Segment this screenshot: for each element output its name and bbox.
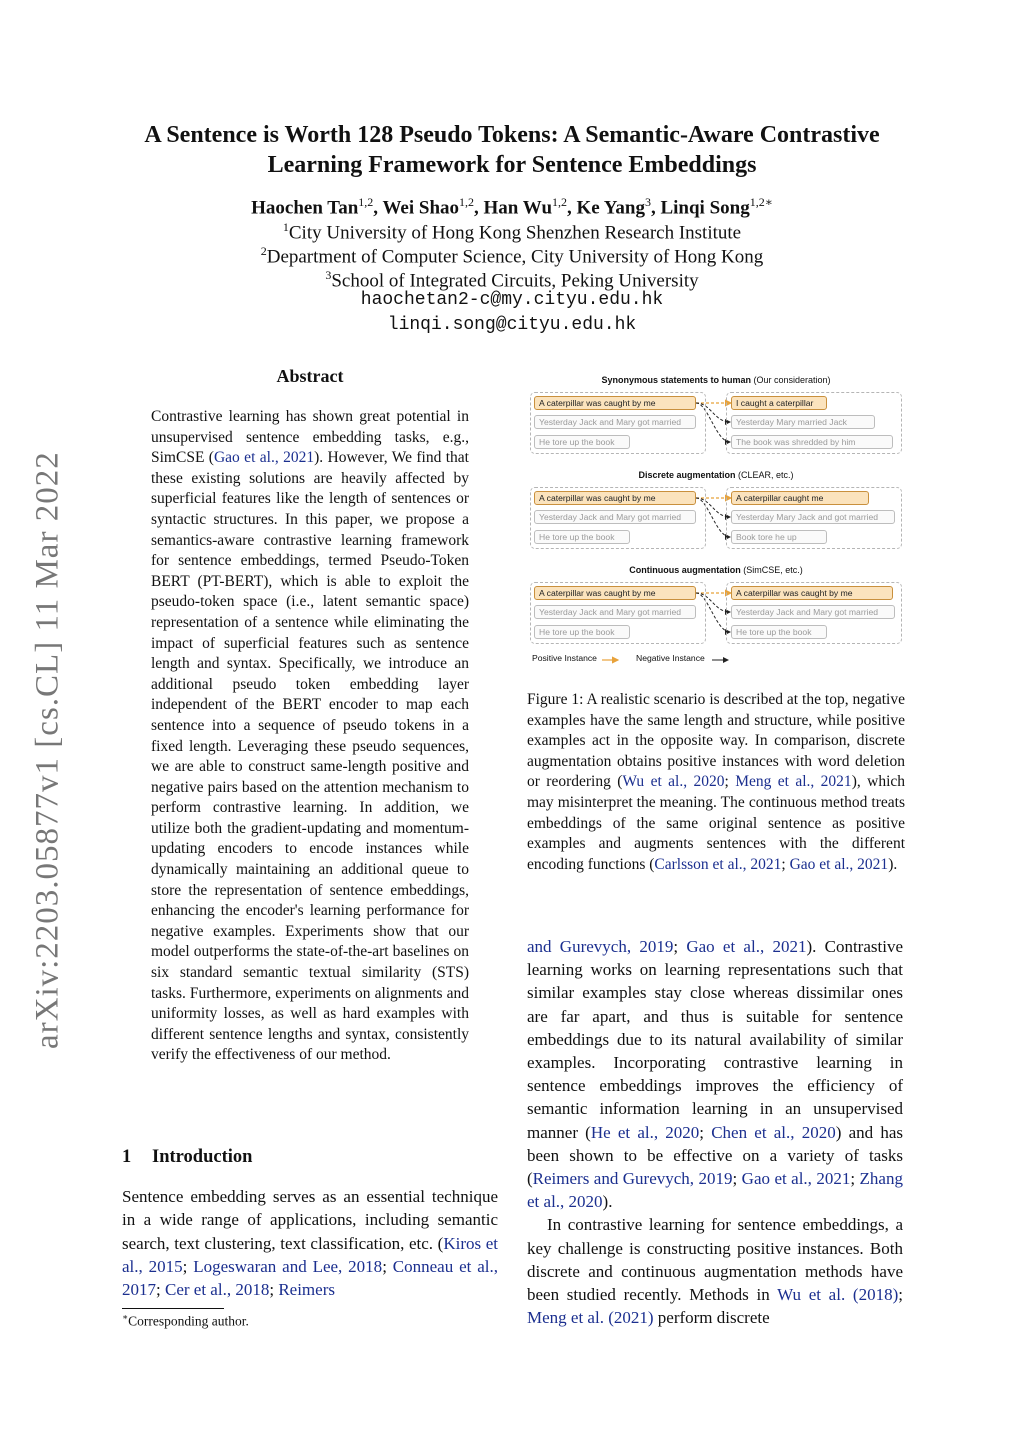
separator: ; [781, 855, 790, 873]
section-title: Introduction [152, 1147, 253, 1167]
separator: ; [269, 1280, 279, 1300]
citation-link[interactable]: Conneau et al., 2017 [122, 1256, 498, 1300]
separator: ; [724, 773, 736, 791]
author-email[interactable]: haochetan2-c@my.cityu.edu.hk [360, 290, 664, 310]
citation-link[interactable]: Logeswaran and Lee, 2018 [193, 1256, 383, 1276]
body-text: In contrastive learning for sentence embeddings, a key challenge is constructing positive instances. Both discrete and continuous augmentation methods have been studied recently. Methods in [527, 1215, 903, 1305]
sentence-box: Yesterday Mary married Jack [731, 415, 875, 429]
caption-text: ). [888, 855, 898, 873]
citation-link[interactable]: Kiros et al., 2015 [122, 1233, 498, 1276]
author-affil-mark: 1,2 [552, 195, 568, 209]
caption-text: ), which may misinterpret the meaning. The continuous method treats embeddings of the same original sentence as positive examples and augments sentences with the different encoding functions ( [527, 773, 905, 873]
author-affil-mark: 3 [644, 195, 651, 209]
citation-link[interactable]: Gao et al., 2021 [686, 937, 807, 956]
affil-mark: 3 [325, 268, 332, 282]
separator: ; [850, 1169, 860, 1189]
citation-link[interactable]: Gao et al., 2021 [789, 855, 889, 873]
section-number: 1 [122, 1147, 132, 1167]
affil-text: School of Integrated Circuits, Peking University [331, 270, 699, 292]
panel-title: Continuous augmentation (SimCSE, etc.) [629, 565, 803, 575]
abstract-heading: Abstract [276, 366, 344, 386]
author-name: Han Wu [483, 197, 553, 219]
body-text: ). [602, 1192, 613, 1212]
caption-text: A realistic scenario is described at the top, negative examples have the same length and structure, while positive examples act in the opposite way. In comparison, discrete augmentation obtains positive instances with word deletion or reordering ( [527, 691, 905, 791]
sentence-box: Yesterday Jack and Mary got married [534, 415, 696, 429]
citation-link[interactable]: Meng et al. (2021) [527, 1308, 654, 1328]
sentence-box: Yesterday Mary Jack and got married [731, 510, 895, 524]
abstract-text: ). However, We find that these existing solutions are heavily affected by superficial features like the length of sentences or syntactic structures. In this paper, we propose a semantics-aware contrastive learning framework for sentence embeddings, termed Pseudo-Token BERT (PT-BERT), which is able to exploit the pseudo-token space (i.e., latent semantic space) representation of a sentence while eliminating the impact of superficial features such as sentence length and syntax. Specifically, we introduce an additional pseudo token embedding layer independent of the BERT encoder to map each sentence into a sequence of pseudo tokens in a fixed length. Leveraging these pseudo sequences, we are able to construct same-length positive and negative pairs based on the attention mechanism to perform contrastive learning. In addition, we utilize both the gradient-updating and momentum-updating encoders to encode instances while dynamically maintaining an additional queue to store the representation of sentence embeddings, enhancing the encoder's learning performance for negative examples. Experiments show that our model outperforms the state-of-the-art baselines on six standard semantic textual similarity (STS) tasks. Furthermore, experiments on alignments and uniformity losses, as well as hard examples with different sentence lengths and syntax, consistently verify the effectiveness of our method. [151, 449, 469, 1064]
author-name: Linqi Song [660, 197, 750, 219]
citation-link[interactable]: Cer et al., 2018 [164, 1280, 270, 1300]
author-list: Haochen Tan$^{1,2}$, Wei Shao$^{1,2}$, Han Wu$^{1,2}$, Ke Yang$^3$, Linqi Song$^{1,2∗}$ [251, 195, 773, 219]
separator: ; [732, 1169, 742, 1189]
body-text: ) and has been shown to be effective on a variety of tasks ( [527, 1122, 903, 1189]
sentence-box: The book was shredded by him [731, 435, 893, 449]
right-column-body [527, 935, 903, 1329]
author-name: Haochen Tan [251, 197, 359, 219]
citation-link[interactable]: and Gurevych, 2019 [527, 937, 674, 956]
citation-link[interactable]: Gao et al., 2021 [741, 1169, 851, 1189]
abstract-text: Contrastive learning has shown great potential in unsupervised sentence embedding tasks, e.g., SimCSE ( [151, 408, 469, 467]
sentence-box: He tore up the book [731, 625, 827, 639]
sentence-box: I caught a caterpillar [731, 396, 827, 410]
intro-text: Sentence embedding serves as an essential technique in a wide range of applications, including semantic search, text clustering, text classification, etc. ( [122, 1187, 498, 1253]
sentence-box: A caterpillar was caught by me [534, 491, 696, 505]
legend-negative: Negative Instance [636, 653, 705, 663]
title-line-2: Learning Framework for Sentence Embeddings [267, 152, 757, 178]
affil-text: Department of Computer Science, City University of Hong Kong [266, 246, 764, 268]
sentence-box: Yesterday Jack and Mary got married [731, 605, 895, 619]
body-paragraph [527, 1213, 903, 1329]
body-paragraph [527, 935, 903, 1213]
figure-caption [527, 690, 905, 875]
footnote [122, 1312, 249, 1330]
affil-mark: 2 [260, 244, 267, 258]
panel-title: Discrete augmentation (CLEAR, etc.) [638, 470, 794, 480]
author-affil-mark: 1,2∗ [749, 195, 773, 209]
separator: ; [898, 1285, 903, 1305]
body-text: perform discrete [653, 1308, 770, 1328]
separator: ; [182, 1256, 194, 1276]
author-affil-mark: 1,2 [358, 195, 374, 209]
sentence-box: Yesterday Jack and Mary got married [534, 510, 696, 524]
citation-link[interactable]: Chen et al., 2020 [711, 1122, 836, 1142]
caption-label: Figure 1: [527, 691, 584, 708]
separator: ; [673, 937, 687, 956]
author-affil-mark: 1,2 [459, 195, 475, 209]
citation-link[interactable]: Carlsson et al., 2021 [654, 855, 782, 873]
sentence-box: He tore up the book [534, 530, 630, 544]
sentence-box: A caterpillar was caught by me [534, 396, 696, 410]
figure-1 [526, 370, 906, 670]
author-name: Wei Shao [382, 197, 460, 219]
author-email[interactable]: linqi.song@cityu.edu.hk [387, 315, 637, 335]
footnote-rule [122, 1308, 224, 1309]
body-text: ). Contrastive learning works on learning representations such that similar examples stay close whereas dissimilar ones are far apart, and thus is suitable for sentence embeddings due to its natural availability of similar examples. Incorporating contrastive learning in sentence embeddings improves the efficiency of semantic information learning in an unsupervised manner ( [527, 937, 903, 1142]
title-line-1: A Sentence is Worth 128 Pseudo Tokens: A Semantic-Aware Contrastive [144, 122, 880, 148]
panel-title: Synonymous statements to human (Our consideration) [601, 375, 831, 385]
footnote-mark: ∗ [122, 1312, 129, 1322]
separator: ; [382, 1256, 393, 1276]
legend-positive: Positive Instance [532, 653, 597, 663]
citation-link[interactable]: Meng et al., 2021 [735, 773, 852, 791]
citation-link[interactable]: Reimers [278, 1280, 335, 1300]
sentence-box: A caterpillar caught me [731, 491, 869, 505]
sentence-box: He tore up the book [534, 625, 630, 639]
sentence-box: Yesterday Jack and Mary got married [534, 605, 696, 619]
section-heading [122, 1147, 252, 1168]
affil-mark: 1 [282, 220, 289, 234]
citation-link[interactable]: Zhang et al., 2020 [527, 1169, 903, 1212]
citation-link[interactable]: Reimers and Gurevych, 2019 [532, 1169, 733, 1189]
separator: ; [156, 1280, 165, 1300]
sentence-box: A caterpillar was caught by me [534, 586, 696, 600]
paper-title [100, 120, 924, 180]
intro-paragraph [122, 1185, 498, 1301]
sentence-box: Book tore he up [731, 530, 827, 544]
separator: ; [699, 1122, 712, 1142]
arxiv-identifier: arXiv:2203.05877v1 [cs.CL] 11 Mar 2022 [29, 451, 66, 1049]
citation-link[interactable]: Wu et al., 2020 [622, 773, 725, 791]
citation-link[interactable]: Gao et al., 2021 [213, 449, 315, 467]
sentence-box: A caterpillar was caught by me [731, 586, 893, 600]
abstract-body [151, 407, 469, 1066]
sentence-box: He tore up the book [534, 435, 630, 449]
author-name: Ke Yang [576, 197, 645, 219]
affil-text: City University of Hong Kong Shenzhen Research Institute [288, 222, 742, 244]
citation-link[interactable]: He et al., 2020 [590, 1122, 700, 1142]
footnote-text: Corresponding author. [128, 1313, 249, 1329]
citation-link[interactable]: Wu et al. (2018) [777, 1285, 899, 1305]
